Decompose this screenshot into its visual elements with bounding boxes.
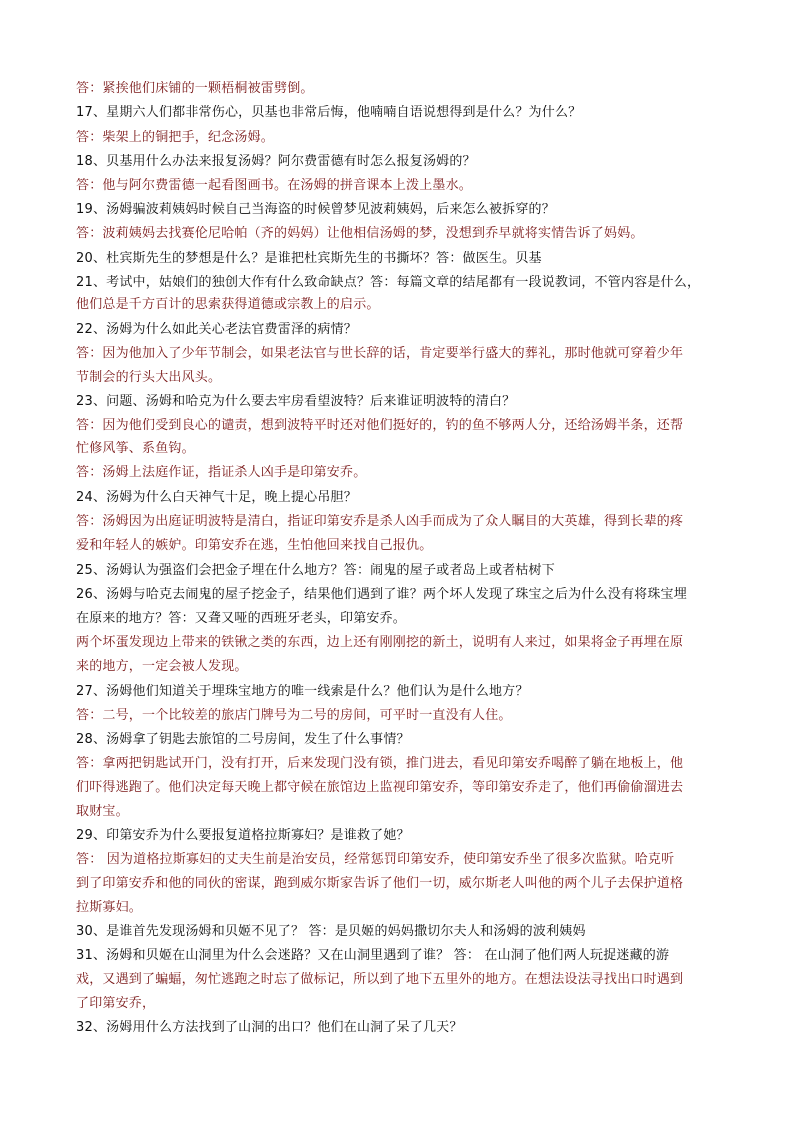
- answer-line: 答：他与阿尔费雷德一起看图画书。在汤姆的拼音课本上泼上墨水。: [76, 178, 473, 193]
- question-line: 20、杜宾斯先生的梦想是什么？是谁把杜宾斯先生的书撕坏？答：做医生。贝基: [76, 251, 542, 266]
- answer-line: 戏，又遇到了蝙蝠，匆忙逃跑之时忘了做标记，所以到了地下五里外的地方。在想法设法寻找出口时遇到: [76, 972, 684, 987]
- answer-line: 他们总是千方百计的思索获得道德或宗教上的启示。: [76, 297, 380, 312]
- answer-line: 拉斯寡妇。: [76, 900, 143, 915]
- question-line: 32、汤姆用什么方法找到了山洞的出口？他们在山洞了呆了几天？: [76, 1020, 463, 1035]
- answer-line: 答：汤姆因为出庭证明波特是清白，指证印第安乔是杀人凶手而成为了众人瞩目的大英雄，得到长辈的疼: [76, 514, 684, 529]
- answer-line: 答：因为他加入了少年节制会，如果老法官与世长辞的话，肯定要举行盛大的葬礼，那时他就可穿着少年: [76, 346, 684, 361]
- question-line: 25、汤姆认为强盗们会把金子埋在什么地方？答：闹鬼的屋子或者岛上或者枯树下: [76, 563, 555, 578]
- answer-line: 爱和年轻人的嫉妒。印第安乔在逃，生怕他回来找自己报仇。: [76, 538, 433, 553]
- answer-line: 到了印第安乔和他的同伙的密谋，跑到威尔斯家告诉了他们一切，威尔斯老人叫他的两个儿子去保护道格: [76, 876, 684, 891]
- answer-line: 答：拿两把钥匙试开门，没有打开，后来发现门没有锁，推门进去，看见印第安乔喝醉了躺在地板上，他: [76, 756, 684, 771]
- answer-line: 两个坏蛋发现边上带来的铁锹之类的东西，边上还有刚刚挖的新土，说明有人来过，如果将金子再埋在原: [76, 635, 684, 650]
- question-line: 18、贝基用什么办法来报复汤姆？阿尔费雷德有时怎么报复汤姆的？: [76, 154, 476, 169]
- answer-line: 答：二号，一个比较差的旅店门牌号为二号的房间，可平时一直没有人住。: [76, 708, 512, 723]
- answer-line: 答：柴架上的铜把手，纪念汤姆。: [76, 130, 275, 145]
- question-line: 27、汤姆他们知道关于埋珠宝地方的唯一线索是什么？他们认为是什么地方？: [76, 684, 529, 699]
- answer-line: 节制会的行头大出风头。: [76, 370, 222, 385]
- question-line: 17、星期六人们都非常伤心，贝基也非常后悔，他喃喃自语说想得到是什么？为什么？: [76, 105, 582, 120]
- answer-line: 取财宝。: [76, 804, 129, 819]
- question-line: 28、汤姆拿了钥匙去旅馆的二号房间，发生了什么事情？: [76, 732, 410, 747]
- answer-line: 答：波莉姨妈去找赛伦尼哈帕（齐的妈妈）让他相信汤姆的梦，没想到乔早就将实情告诉了妈妈。: [76, 226, 644, 241]
- answer-line: 答：紧挨他们床铺的一颗梧桐被雷劈倒。: [76, 81, 314, 96]
- question-line: 24、汤姆为什么白天神气十足，晚上提心吊胆？: [76, 490, 357, 505]
- answer-line: 忙修风筝、系鱼钩。: [76, 441, 195, 456]
- answer-line: 了印第安乔，: [76, 996, 156, 1011]
- answer-line: 答：汤姆上法庭作证，指证杀人凶手是印第安乔。: [76, 465, 367, 480]
- question-line: 29、印第安乔为什么要报复道格拉斯寡妇？是谁救了她？: [76, 828, 410, 843]
- answer-line: 们吓得逃跑了。他们决定每天晚上都守候在旅馆边上监视印第安乔，等印第安乔走了，他们再偷偷溜进去: [76, 780, 684, 795]
- question-line: 30、是谁首先发现汤姆和贝姬不见了？ 答：是贝姬的妈妈撒切尔夫人和汤姆的波利姨妈: [76, 924, 586, 939]
- answer-line: 来的地方，一定会被人发现。: [76, 659, 248, 674]
- question-line: 31、汤姆和贝姬在山洞里为什么会迷路？又在山洞里遇到了谁？ 答： 在山洞了他们两人玩捉迷藏的游: [76, 948, 670, 963]
- answer-line: 答：因为他们受到良心的谴责，想到波特平时还对他们挺好的，钓的鱼不够两人分，还给汤姆半条，还帮: [76, 418, 684, 433]
- question-line: 22、汤姆为什么如此关心老法官费雷泽的病情？: [76, 322, 357, 337]
- question-line: 在原来的地方？答：又聋又哑的西班牙老头，印第安乔。: [76, 611, 407, 626]
- question-line: 23、问题、汤姆和哈克为什么要去牢房看望波特？后来谁证明波特的清白？: [76, 394, 516, 409]
- question-line: 19、汤姆骗波莉姨妈时候自己当海盗的时候曾梦见波莉姨妈，后来怎么被拆穿的？: [76, 202, 555, 217]
- question-line: 21、考试中，姑娘们的独创大作有什么致命缺点？答：每篇文章的结尾都有一段说教词，不管内容是什么，: [76, 275, 701, 290]
- answer-line: 答： 因为道格拉斯寡妇的丈夫生前是治安员，经常惩罚印第安乔，使印第安乔坐了很多次监狱。哈克听: [76, 852, 675, 867]
- question-line: 26、汤姆与哈克去闹鬼的屋子挖金子，结果他们遇到了谁？两个坏人发现了珠宝之后为什么没有将珠宝埋: [76, 587, 687, 602]
